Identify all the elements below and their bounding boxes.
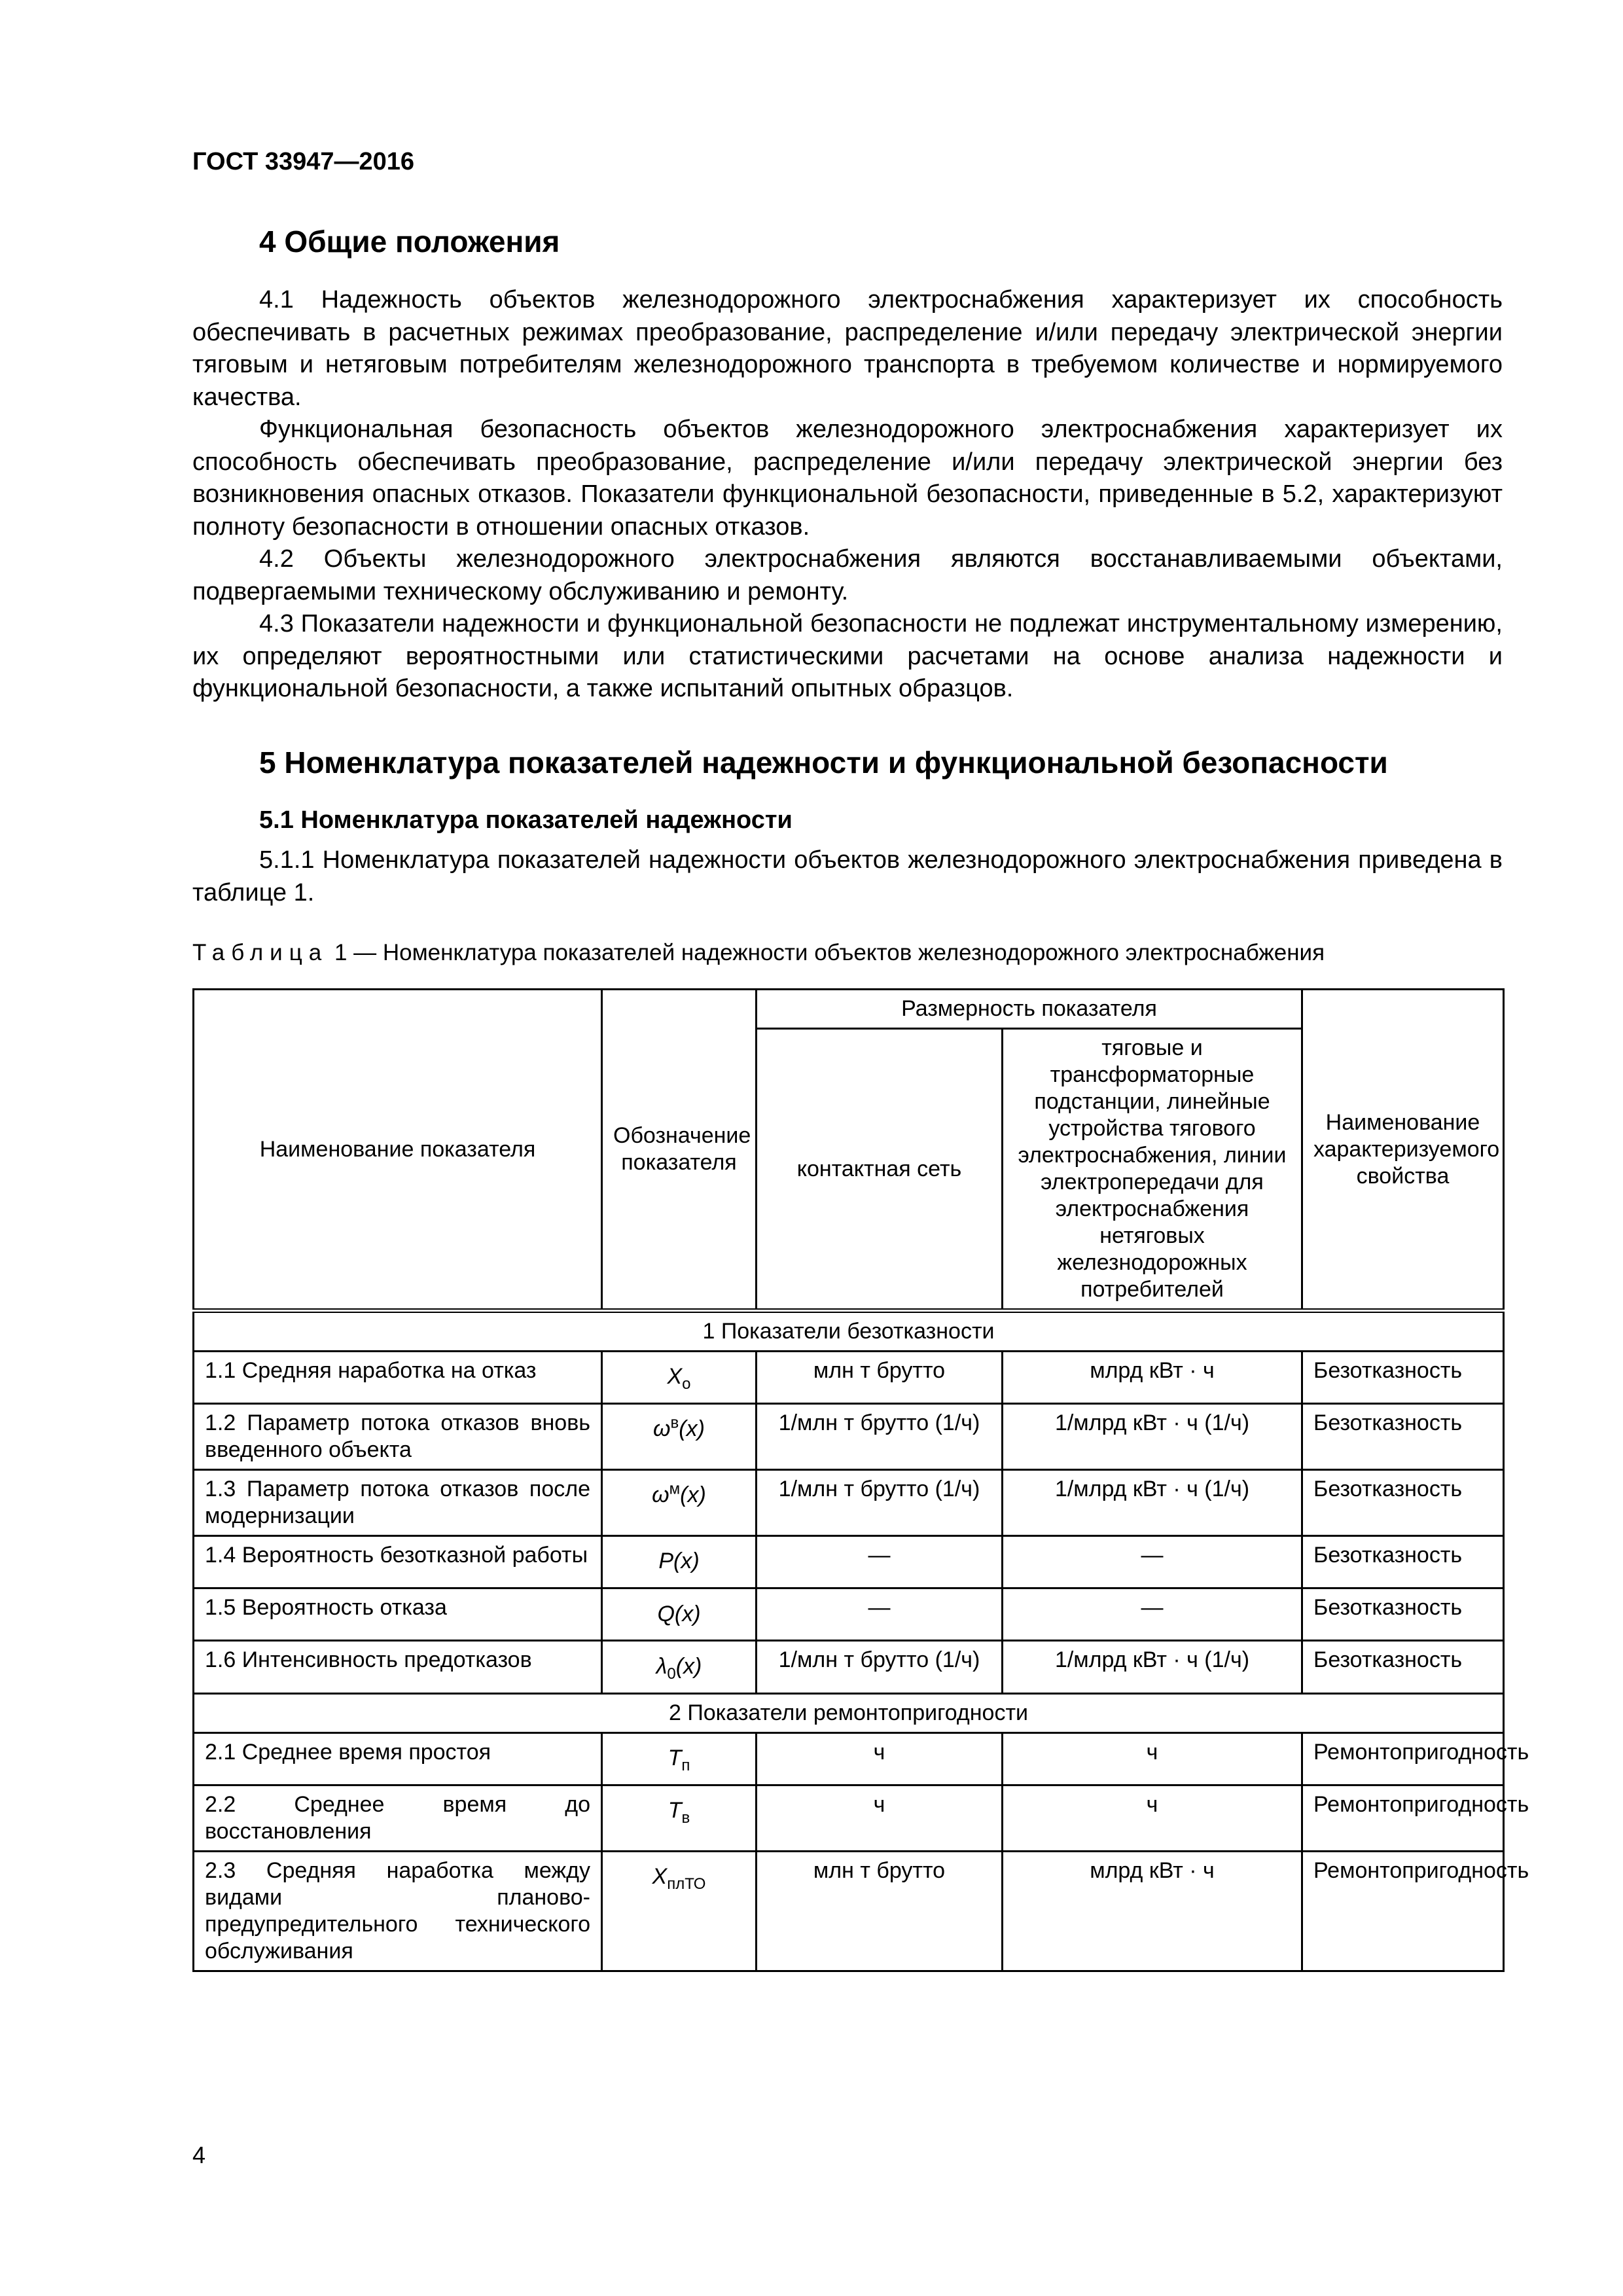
- table-caption-word: Таблица: [192, 940, 329, 965]
- row-contact-unit: —: [757, 1536, 1003, 1588]
- row-substation-unit: 1/млрд кВт · ч (1/ч): [1003, 1470, 1302, 1536]
- row-property: Безотказность: [1302, 1588, 1504, 1641]
- row-property: Безотказность: [1302, 1470, 1504, 1536]
- table-group-row: [194, 1311, 1504, 1352]
- row-name: 1.3 Параметр потока отказов после модернизации: [194, 1470, 602, 1536]
- table-caption-text: 1 — Номенклатура показателей надежности объектов железнодорожного электроснабжения: [334, 940, 1325, 965]
- row-property: Безотказность: [1302, 1641, 1504, 1693]
- row-substation-unit: —: [1003, 1536, 1302, 1588]
- row-contact-unit: ч: [757, 1785, 1003, 1851]
- row-substation-unit: ч: [1003, 1785, 1302, 1851]
- table-row: [194, 1851, 1504, 1971]
- table-caption: [192, 940, 1325, 966]
- row-name: 2.3 Средняя наработка между видами планово-предупредительного технического обслуживания: [194, 1851, 602, 1971]
- row-contact-unit: 1/млн т брутто (1/ч): [757, 1641, 1003, 1693]
- group-reliability: 1 Показатели безотказности: [194, 1311, 1504, 1352]
- row-name: 1.4 Вероятность безотказной работы: [194, 1536, 602, 1588]
- table-row: [194, 1641, 1504, 1693]
- paragraph-4-2: 4.2 Объекты железнодорожного электроснабжения являются восстанавливаемыми объектами, подвергаемыми техническому обслуживанию и ремонту.: [192, 545, 1503, 605]
- row-contact-unit: 1/млн т брутто (1/ч): [757, 1470, 1003, 1536]
- row-symbol: $\lambda_0(x)$: [602, 1641, 757, 1693]
- row-property: Безотказность: [1302, 1536, 1504, 1588]
- row-symbol: $T_п$: [602, 1732, 757, 1785]
- reliability-indicators-table: [192, 988, 1529, 1972]
- row-property: Ремонтопригодность: [1302, 1785, 1504, 1851]
- row-symbol: $\omega^в(x)$: [602, 1404, 757, 1470]
- section-5-title: 5 Номенклатура показателей надежности и функциональной безопасности: [259, 745, 1388, 780]
- row-substation-unit: 1/млрд кВт · ч (1/ч): [1003, 1404, 1302, 1470]
- row-substation-unit: млрд кВт · ч: [1003, 1851, 1302, 1971]
- page-number: 4: [192, 2142, 206, 2168]
- row-symbol: P(x): [602, 1536, 757, 1588]
- row-name: 1.5 Вероятность отказа: [194, 1588, 602, 1641]
- row-symbol: $X_{плТО}$: [602, 1851, 757, 1971]
- row-property: Ремонтопригодность: [1302, 1851, 1504, 1971]
- document-code: ГОСТ 33947—2016: [192, 148, 415, 175]
- row-symbol: $X_o$: [602, 1352, 757, 1404]
- row-contact-unit: млн т брутто: [757, 1352, 1003, 1404]
- row-property: Безотказность: [1302, 1352, 1504, 1404]
- paragraph-4-3: 4.3 Показатели надежности и функциональной безопасности не подлежат инструментальному измерению, их определяют вероятностными или статистическими расчетами на основе анализа надежности и функциональной безопасности, а также испытаний опытных образцов.: [192, 610, 1503, 702]
- row-contact-unit: ч: [757, 1732, 1003, 1785]
- row-contact-unit: 1/млн т брутто (1/ч): [757, 1404, 1003, 1470]
- header-substations: тяговые и трансформаторные подстанции, линейные устройства тягового электроснабжения, линии электропередачи для электроснабжения нетяговых железнодорожных потребителей: [1003, 1029, 1302, 1311]
- paragraph-4-1: 4.1 Надежность объектов железнодорожного электроснабжения характеризует их способность обеспечивать в расчетных режимах преобразование, распределение и/или передачу электрической энергии тяговым и нетяговым потребителям железнодорожного транспорта в требуемом количестве и нормируемого качества.: [192, 286, 1503, 411]
- table-row: [194, 1588, 1504, 1641]
- table-row: [194, 1785, 1504, 1851]
- row-contact-unit: —: [757, 1588, 1003, 1641]
- row-name: 2.2 Среднее время до восстановления: [194, 1785, 602, 1851]
- row-substation-unit: ч: [1003, 1732, 1302, 1785]
- row-substation-unit: —: [1003, 1588, 1302, 1641]
- row-name: 1.6 Интенсивность предотказов: [194, 1641, 602, 1693]
- group-maintainability: 2 Показатели ремонтопригодности: [194, 1693, 1504, 1732]
- row-symbol: $T_в$: [602, 1785, 757, 1851]
- row-contact-unit: млн т брутто: [757, 1851, 1003, 1971]
- table-header-row-1: [194, 990, 1504, 1029]
- table-row: [194, 1404, 1504, 1470]
- row-name: 2.1 Среднее время простоя: [194, 1732, 602, 1785]
- table-row: [194, 1470, 1504, 1536]
- row-symbol: $\omega^м(x)$: [602, 1470, 757, 1536]
- paragraph-functional-safety: Функциональная безопасность объектов железнодорожного электроснабжения характеризует их способность обеспечивать преобразование, распределение и/или передачу электрической энергии без возникновения опасных отказов. Показатели функциональной безопасности, приведенные в 5.2, характеризуют полноту безопасности в отношении опасных отказов.: [192, 416, 1503, 541]
- row-property: Ремонтопригодность: [1302, 1732, 1504, 1785]
- row-substation-unit: 1/млрд кВт · ч (1/ч): [1003, 1641, 1302, 1693]
- row-substation-unit: млрд кВт · ч: [1003, 1352, 1302, 1404]
- row-name: 1.2 Параметр потока отказов вновь введенного объекта: [194, 1404, 602, 1470]
- table-group-row: [194, 1693, 1504, 1732]
- subsection-5-1-title: 5.1 Номенклатура показателей надежности: [259, 806, 793, 834]
- header-dimension: Размерность показателя: [757, 990, 1302, 1029]
- table-row: [194, 1352, 1504, 1404]
- header-property: Наименование характеризуемого свойства: [1302, 990, 1504, 1311]
- table-row: [194, 1536, 1504, 1588]
- row-property: Безотказность: [1302, 1404, 1504, 1470]
- section-4-title: 4 Общие положения: [259, 224, 560, 259]
- paragraph-5-1-1: 5.1.1 Номенклатура показателей надежности объектов железнодорожного электроснабжения приведена в таблице 1.: [192, 846, 1503, 906]
- header-name: Наименование показателя: [194, 990, 602, 1311]
- header-symbol: Обозначение показателя: [602, 990, 757, 1311]
- header-contact-network: контактная сеть: [757, 1029, 1003, 1311]
- row-name: 1.1 Средняя наработка на отказ: [194, 1352, 602, 1404]
- row-symbol: Q(x): [602, 1588, 757, 1641]
- table-row: [194, 1732, 1504, 1785]
